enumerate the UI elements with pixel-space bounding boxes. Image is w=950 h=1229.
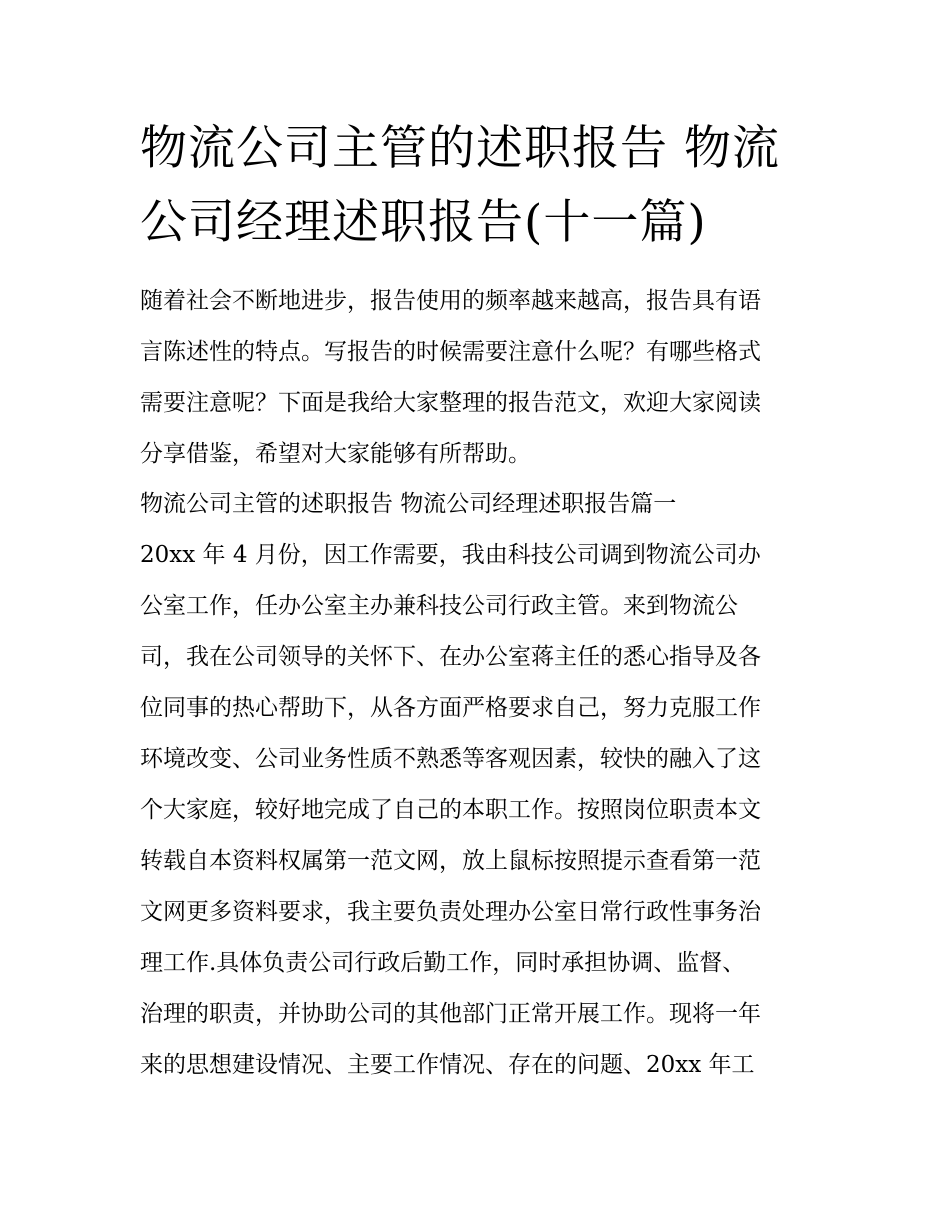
- text-line: 环境改变、公司业务性质不熟悉等客观因素，较快的融入了这: [140, 746, 761, 772]
- text-line: 个大家庭，较好地完成了自己的本职工作。按照岗位职责本文: [140, 797, 761, 823]
- text-line: 文网更多资料要求，我主要负责处理办公室日常行政性事务治: [140, 899, 761, 925]
- text-line: 来的思想建设情况、主要工作情况、存在的问题、20xx 年工: [140, 1052, 755, 1078]
- title-line: 物流公司主管的述职报告 物流: [140, 121, 780, 176]
- title-line: 公司经理述职报告(十一篇): [140, 195, 707, 250]
- text-line: 转载自本资料权属第一范文网，放上鼠标按照提示查看第一范: [140, 848, 761, 874]
- text-line: 需要注意呢？下面是我给大家整理的报告范文，欢迎大家阅读: [140, 390, 761, 416]
- body-paragraph: [140, 530, 830, 1091]
- text-line: 理工作.具体负责公司行政后勤工作，同时承担协调、监督、: [140, 950, 746, 976]
- document-title: [140, 112, 820, 260]
- section-heading-text: 物流公司主管的述职报告 物流公司经理述职报告篇一: [140, 491, 677, 517]
- text-line: 20xx 年 4 月份，因工作需要，我由科技公司调到物流公司办: [140, 542, 761, 568]
- intro-paragraph: [140, 276, 830, 480]
- text-line: 公室工作，任办公室主办兼科技公司行政主管。来到物流公: [140, 593, 738, 619]
- text-line: 司，我在公司领导的关怀下、在办公室蒋主任的悉心指导及各: [140, 644, 761, 670]
- text-line: 位同事的热心帮助下，从各方面严格要求自己，努力克服工作: [140, 695, 761, 721]
- text-line: 治理的职责，并协助公司的其他部门正常开展工作。现将一年: [140, 1001, 761, 1027]
- text-line: 言陈述性的特点。写报告的时候需要注意什么呢？有哪些格式: [140, 339, 761, 365]
- text-line: 随着社会不断地进步，报告使用的频率越来越高，报告具有语: [140, 288, 761, 314]
- text-line: 分享借鉴，希望对大家能够有所帮助。: [140, 441, 531, 467]
- section-heading: [140, 479, 830, 530]
